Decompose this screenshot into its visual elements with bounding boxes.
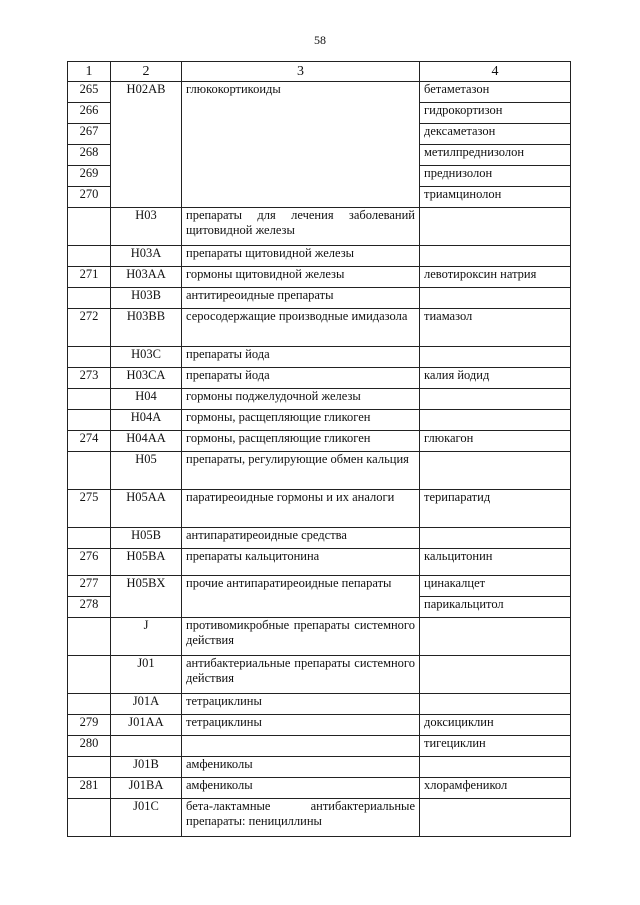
atc-code: J01C <box>111 799 182 837</box>
column-header: 1 <box>68 62 111 82</box>
atc-code: H05BA <box>111 549 182 576</box>
atc-code: H03AA <box>111 267 182 288</box>
row-number: 276 <box>68 549 111 576</box>
group-name: препараты для лечения заболеваний щитовидной железы <box>182 208 420 246</box>
row-number: 280 <box>68 736 111 757</box>
row-number: 279 <box>68 715 111 736</box>
drug-name <box>420 347 571 368</box>
drug-name <box>420 208 571 246</box>
drug-name: хлорамфеникол <box>420 778 571 799</box>
drug-list-table <box>67 61 571 837</box>
group-name: амфениколы <box>182 778 420 799</box>
row-number: 281 <box>68 778 111 799</box>
group-name: противомикробные препараты системного действия <box>182 618 420 656</box>
drug-name: гидрокортизон <box>420 103 571 124</box>
row-number: 277 <box>68 576 111 597</box>
table-row <box>68 410 571 431</box>
row-number: 273 <box>68 368 111 389</box>
table-row <box>68 656 571 694</box>
row-number: 274 <box>68 431 111 452</box>
row-number: 270 <box>68 187 111 208</box>
drug-name: левотироксин натрия <box>420 267 571 288</box>
group-name: гормоны, расщепляющие гликоген <box>182 410 420 431</box>
atc-code: H05 <box>111 452 182 490</box>
group-name: антитиреоидные препараты <box>182 288 420 309</box>
table-row <box>68 549 571 576</box>
row-number: 271 <box>68 267 111 288</box>
drug-name: терипаратид <box>420 490 571 528</box>
drug-name: кальцитонин <box>420 549 571 576</box>
drug-name: дексаметазон <box>420 124 571 145</box>
table-row <box>68 309 571 347</box>
drug-name: глюкагон <box>420 431 571 452</box>
drug-name <box>420 618 571 656</box>
table-row <box>68 368 571 389</box>
table-row <box>68 618 571 656</box>
table-row <box>68 246 571 267</box>
group-name: серосодержащие производные имидазола <box>182 309 420 347</box>
row-number <box>68 389 111 410</box>
table-row <box>68 267 571 288</box>
atc-code: H05B <box>111 528 182 549</box>
row-number: 272 <box>68 309 111 347</box>
table-row <box>68 431 571 452</box>
atc-code: J01 <box>111 656 182 694</box>
table-row <box>68 490 571 528</box>
atc-code: J01B <box>111 757 182 778</box>
atc-code: H05BX <box>111 576 182 618</box>
atc-code: H05AA <box>111 490 182 528</box>
row-number: 268 <box>68 145 111 166</box>
row-number: 266 <box>68 103 111 124</box>
atc-code: H03BB <box>111 309 182 347</box>
group-name: гормоны щитовидной железы <box>182 267 420 288</box>
column-header: 2 <box>111 62 182 82</box>
row-number <box>68 757 111 778</box>
row-number <box>68 410 111 431</box>
drug-name: триамцинолон <box>420 187 571 208</box>
drug-name: тиамазол <box>420 309 571 347</box>
row-number <box>68 347 111 368</box>
row-number <box>68 288 111 309</box>
drug-name <box>420 799 571 837</box>
group-name: бета-лактамные антибактериальные препараты: пенициллины <box>182 799 420 837</box>
drug-name <box>420 246 571 267</box>
drug-name: цинакалцет <box>420 576 571 597</box>
atc-code: H04AA <box>111 431 182 452</box>
atc-code: H03CA <box>111 368 182 389</box>
table-row <box>68 347 571 368</box>
group-name: глюкокортикоиды <box>182 82 420 208</box>
group-name: препараты щитовидной железы <box>182 246 420 267</box>
column-header: 3 <box>182 62 420 82</box>
drug-name <box>420 757 571 778</box>
group-name: тетрациклины <box>182 694 420 715</box>
atc-code: J01A <box>111 694 182 715</box>
row-number <box>68 452 111 490</box>
group-name: антипаратиреоидные средства <box>182 528 420 549</box>
table-row <box>68 757 571 778</box>
row-number <box>68 656 111 694</box>
row-number: 275 <box>68 490 111 528</box>
row-number <box>68 208 111 246</box>
atc-code: H03A <box>111 246 182 267</box>
drug-name: доксициклин <box>420 715 571 736</box>
table-row <box>68 452 571 490</box>
atc-code: J01AA <box>111 715 182 736</box>
row-number <box>68 618 111 656</box>
table-row <box>68 715 571 736</box>
row-number: 269 <box>68 166 111 187</box>
drug-name: калия йодид <box>420 368 571 389</box>
table-row <box>68 389 571 410</box>
table-header-row <box>68 62 571 82</box>
page-number: 58 <box>314 33 326 47</box>
table-row <box>68 799 571 837</box>
row-number <box>68 246 111 267</box>
drug-name <box>420 452 571 490</box>
atc-code: H03 <box>111 208 182 246</box>
atc-code: H04A <box>111 410 182 431</box>
group-name: препараты йода <box>182 347 420 368</box>
drug-name: метилпреднизолон <box>420 145 571 166</box>
row-number <box>68 799 111 837</box>
group-name: амфениколы <box>182 757 420 778</box>
row-number <box>68 694 111 715</box>
group-name: антибактериальные препараты системного действия <box>182 656 420 694</box>
drug-name <box>420 389 571 410</box>
drug-name <box>420 288 571 309</box>
atc-code: H04 <box>111 389 182 410</box>
row-number: 265 <box>68 82 111 103</box>
table-row <box>68 82 571 103</box>
table-row <box>68 528 571 549</box>
drug-name <box>420 656 571 694</box>
drug-name: преднизолон <box>420 166 571 187</box>
drug-name: бетаметазон <box>420 82 571 103</box>
drug-name <box>420 528 571 549</box>
table-row <box>68 288 571 309</box>
table-row <box>68 576 571 597</box>
group-name: прочие антипаратиреоидные пепараты <box>182 576 420 618</box>
row-number <box>68 528 111 549</box>
drug-name <box>420 410 571 431</box>
atc-code <box>111 736 182 757</box>
group-name <box>182 736 420 757</box>
table-row <box>68 778 571 799</box>
group-name: препараты, регулирующие обмен кальция <box>182 452 420 490</box>
atc-code: H03B <box>111 288 182 309</box>
column-header: 4 <box>420 62 571 82</box>
row-number: 278 <box>68 597 111 618</box>
group-name: препараты йода <box>182 368 420 389</box>
atc-code: J <box>111 618 182 656</box>
group-name: паратиреоидные гормоны и их аналоги <box>182 490 420 528</box>
group-name: препараты кальцитонина <box>182 549 420 576</box>
group-name: тетрациклины <box>182 715 420 736</box>
atc-code: H02AB <box>111 82 182 208</box>
atc-code: J01BA <box>111 778 182 799</box>
drug-name <box>420 694 571 715</box>
drug-name: парикальцитол <box>420 597 571 618</box>
drug-name: тигециклин <box>420 736 571 757</box>
table-row <box>68 208 571 246</box>
row-number: 267 <box>68 124 111 145</box>
atc-code: H03C <box>111 347 182 368</box>
group-name: гормоны, расщепляющие гликоген <box>182 431 420 452</box>
group-name: гормоны поджелудочной железы <box>182 389 420 410</box>
table-row <box>68 736 571 757</box>
table-row <box>68 694 571 715</box>
